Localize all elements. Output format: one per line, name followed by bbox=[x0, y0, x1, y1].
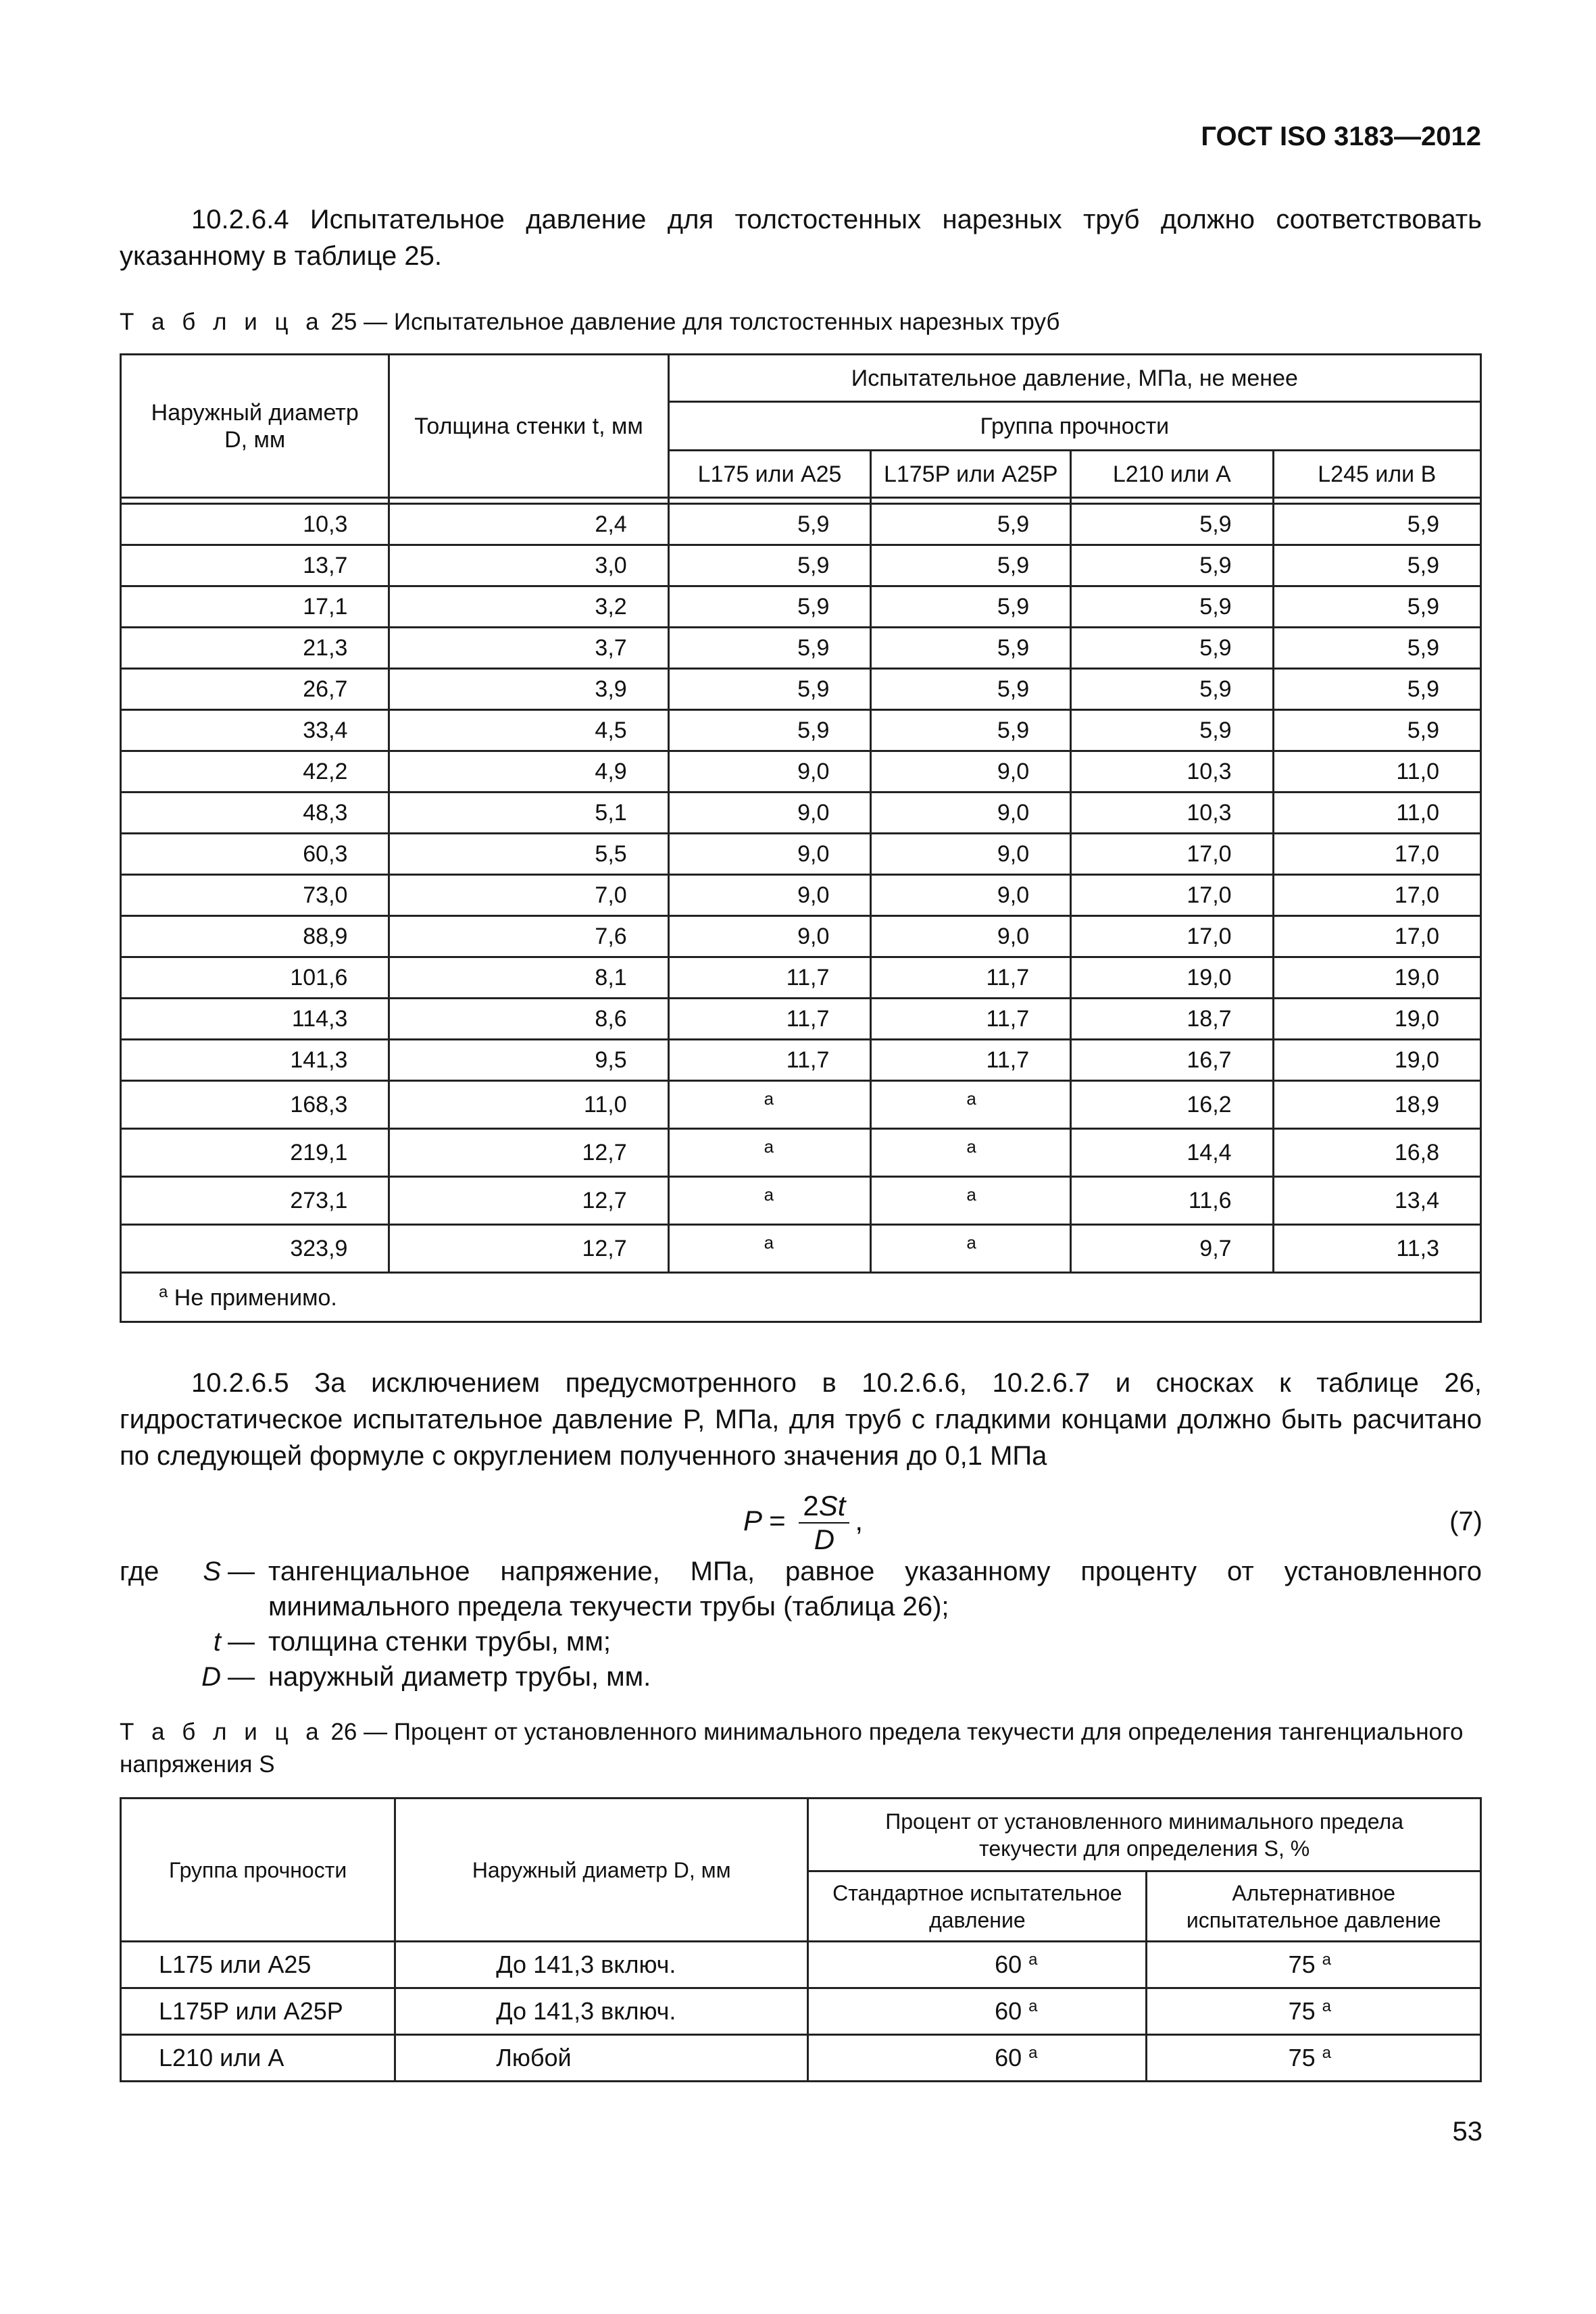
footnote-text: Не применимо. bbox=[168, 1285, 337, 1311]
table-cell: 9,0 bbox=[871, 751, 1071, 793]
document-header: ГОСТ ISO 3183—2012 bbox=[1201, 122, 1481, 151]
cell-value: Любой bbox=[496, 2044, 572, 2071]
table-cell: 12,7 bbox=[389, 1225, 668, 1273]
table-cell: 17,0 bbox=[1273, 875, 1480, 916]
table-cell: 5,1 bbox=[389, 793, 668, 834]
table-cell: a bbox=[871, 1225, 1071, 1273]
table-cell: 16,7 bbox=[1071, 1040, 1273, 1081]
table-cell: 12,7 bbox=[389, 1129, 668, 1177]
table-row bbox=[121, 1177, 1481, 1225]
table-row bbox=[121, 916, 1481, 957]
definition-lead: где bbox=[120, 1557, 159, 1586]
table-cell: 11,3 bbox=[1273, 1225, 1480, 1273]
definition-row bbox=[120, 1624, 1482, 1659]
caption-label: Т а б л и ц а bbox=[120, 309, 324, 335]
table-cell: 3,9 bbox=[389, 669, 668, 710]
table-cell: 21,3 bbox=[121, 628, 389, 669]
table-row bbox=[121, 545, 1481, 586]
footnote-mark: a bbox=[1322, 1951, 1331, 1969]
cell-value: 60 bbox=[995, 2044, 1022, 2071]
table-cell: 10,3 bbox=[121, 504, 389, 545]
table-cell: 33,4 bbox=[121, 710, 389, 751]
table-cell: 19,0 bbox=[1071, 957, 1273, 999]
table-cell: 5,9 bbox=[871, 545, 1071, 586]
formula-comma: , bbox=[855, 1505, 864, 1537]
table-cell: 5,9 bbox=[668, 586, 871, 628]
table-cell: 9,0 bbox=[668, 793, 871, 834]
table-cell: 9,0 bbox=[871, 834, 1071, 875]
definition-dash: — bbox=[228, 1557, 255, 1586]
table-cell: 26,7 bbox=[121, 669, 389, 710]
cell-value: 75 bbox=[1288, 1951, 1316, 1978]
definition-text: наружный диаметр трубы, мм. bbox=[268, 1662, 651, 1692]
table-row bbox=[121, 628, 1481, 669]
definition-text: толщина стенки трубы, мм; bbox=[268, 1627, 612, 1657]
table-cell: a bbox=[871, 1081, 1071, 1129]
header-group-1: L175 или A25 bbox=[668, 451, 871, 498]
table-row bbox=[121, 1225, 1481, 1273]
table-cell bbox=[121, 1988, 395, 2035]
table-cell: a bbox=[668, 1225, 871, 1273]
table-25 bbox=[120, 353, 1482, 1323]
table-row bbox=[121, 1942, 1481, 1988]
table-cell: 19,0 bbox=[1273, 1040, 1480, 1081]
table-25-footnote bbox=[121, 1273, 1481, 1322]
table-cell bbox=[808, 2035, 1147, 2082]
header-outer-diameter: Наружный диаметр D, мм bbox=[121, 355, 389, 498]
table-cell: 9,5 bbox=[389, 1040, 668, 1081]
table-cell: 11,7 bbox=[871, 1040, 1071, 1081]
table-cell: 5,9 bbox=[1273, 669, 1480, 710]
table-cell: 5,9 bbox=[1071, 669, 1273, 710]
table-cell: 11,0 bbox=[1273, 793, 1480, 834]
definition-row bbox=[120, 1659, 1482, 1694]
table-cell: 11,0 bbox=[1273, 751, 1480, 793]
table-cell: 17,1 bbox=[121, 586, 389, 628]
table-26-caption bbox=[120, 1716, 1482, 1781]
table-cell: 4,5 bbox=[389, 710, 668, 751]
table-cell: 17,0 bbox=[1071, 916, 1273, 957]
table-cell: 3,2 bbox=[389, 586, 668, 628]
cell-value: 60 bbox=[995, 1997, 1022, 2025]
table-cell: 4,9 bbox=[389, 751, 668, 793]
header-strength-group: Группа прочности bbox=[121, 1799, 395, 1942]
table-cell: 5,9 bbox=[1071, 504, 1273, 545]
header-wall-thickness: Толщина стенки t, мм bbox=[389, 355, 668, 498]
table-cell: 11,7 bbox=[668, 957, 871, 999]
table-cell: 11,0 bbox=[389, 1081, 668, 1129]
table-cell: 168,3 bbox=[121, 1081, 389, 1129]
table-cell: 5,9 bbox=[668, 710, 871, 751]
table-cell: 48,3 bbox=[121, 793, 389, 834]
header-group-2: L175P или A25P bbox=[871, 451, 1071, 498]
table-cell: 42,2 bbox=[121, 751, 389, 793]
header-percent-yield: Процент от установленного минимального предела текучести для определения S, % bbox=[808, 1799, 1481, 1871]
header-outer-diameter: Наружный диаметр D, мм bbox=[395, 1799, 808, 1942]
table-cell: 16,8 bbox=[1273, 1129, 1480, 1177]
formula-7 bbox=[743, 1490, 863, 1556]
table-cell: 8,1 bbox=[389, 957, 668, 999]
table-row bbox=[121, 669, 1481, 710]
table-cell: 16,2 bbox=[1071, 1081, 1273, 1129]
table-cell: 7,0 bbox=[389, 875, 668, 916]
table-row bbox=[121, 710, 1481, 751]
table-25-body bbox=[121, 498, 1481, 1273]
table-row bbox=[121, 1040, 1481, 1081]
table-row bbox=[121, 751, 1481, 793]
footnote-mark: a bbox=[1028, 1997, 1038, 2015]
cell-value: До 141,3 включ. bbox=[496, 1997, 676, 2025]
header-group-3: L210 или A bbox=[1071, 451, 1273, 498]
table-cell bbox=[395, 2035, 808, 2082]
table-cell: 5,9 bbox=[871, 504, 1071, 545]
table-row bbox=[121, 875, 1481, 916]
table-cell: 5,9 bbox=[1273, 710, 1480, 751]
table-row bbox=[121, 2035, 1481, 2082]
table-cell: 9,0 bbox=[668, 834, 871, 875]
table-cell: 19,0 bbox=[1273, 999, 1480, 1040]
table-cell: 5,9 bbox=[1071, 545, 1273, 586]
table-cell: 2,4 bbox=[389, 504, 668, 545]
table-cell: 141,3 bbox=[121, 1040, 389, 1081]
table-cell: 3,0 bbox=[389, 545, 668, 586]
table-cell: 5,9 bbox=[1273, 628, 1480, 669]
table-cell: 12,7 bbox=[389, 1177, 668, 1225]
table-cell: 5,9 bbox=[1071, 710, 1273, 751]
table-26-body bbox=[121, 1942, 1481, 2082]
definition-row bbox=[120, 1554, 1482, 1624]
table-gap-row bbox=[121, 498, 1481, 504]
table-cell: 5,9 bbox=[668, 628, 871, 669]
table-cell: 323,9 bbox=[121, 1225, 389, 1273]
table-cell: a bbox=[668, 1177, 871, 1225]
table-row bbox=[121, 957, 1481, 999]
table-26 bbox=[120, 1797, 1482, 2082]
table-cell: 73,0 bbox=[121, 875, 389, 916]
formula-num-vars: St bbox=[818, 1490, 846, 1521]
table-row bbox=[121, 504, 1481, 545]
table-cell bbox=[121, 2035, 395, 2082]
cell-value: 60 bbox=[995, 1951, 1022, 1978]
footnote-mark: a bbox=[159, 1283, 168, 1301]
table-cell: 5,9 bbox=[871, 628, 1071, 669]
table-cell: 5,9 bbox=[668, 504, 871, 545]
footnote-mark: a bbox=[1028, 2044, 1038, 2062]
table-cell bbox=[395, 1942, 808, 1988]
table-cell: 11,7 bbox=[668, 999, 871, 1040]
table-cell: 14,4 bbox=[1071, 1129, 1273, 1177]
table-cell: 5,9 bbox=[1273, 545, 1480, 586]
table-cell bbox=[808, 1988, 1147, 2035]
paragraph-10-2-6-5: 10.2.6.5 За исключением предусмотренного в 10.2.6.6, 10.2.6.7 и сносках к таблице 26, гидростатическое испытательное давление P, МПа, для труб с гладкими концами должно быть расчитано по следующей формуле с округлением полученного значения до 0,1 МПа bbox=[120, 1368, 1482, 1471]
table-row bbox=[121, 1081, 1481, 1129]
table-row bbox=[121, 793, 1481, 834]
definition-dash: — bbox=[228, 1662, 255, 1692]
table-25-footnote-row bbox=[121, 1273, 1481, 1322]
table-cell: a bbox=[871, 1177, 1071, 1225]
formula-numerator bbox=[799, 1490, 849, 1524]
table-cell: 9,0 bbox=[871, 875, 1071, 916]
table-cell: 9,0 bbox=[668, 916, 871, 957]
caption-text: 25 — Испытательное давление для толстостенных нарезных труб bbox=[324, 309, 1060, 335]
paragraph-10-2-6-4: 10.2.6.4 Испытательное давление для толстостенных нарезных труб должно соответствовать указанному в таблице 25. bbox=[120, 205, 1482, 271]
table-cell: 5,9 bbox=[1071, 628, 1273, 669]
table-cell: a bbox=[871, 1129, 1071, 1177]
footnote-mark: a bbox=[1322, 1997, 1331, 2015]
footnote-mark: a bbox=[1028, 1951, 1038, 1969]
table-cell bbox=[395, 1988, 808, 2035]
table-cell: 219,1 bbox=[121, 1129, 389, 1177]
header-group-4: L245 или B bbox=[1273, 451, 1480, 498]
table-cell: 5,9 bbox=[871, 710, 1071, 751]
table-cell: 11,6 bbox=[1071, 1177, 1273, 1225]
definition-lead bbox=[120, 1659, 180, 1694]
table-cell: 10,3 bbox=[1071, 751, 1273, 793]
table-cell: 19,0 bbox=[1273, 957, 1480, 999]
header-strength-group: Группа прочности bbox=[668, 402, 1480, 451]
formula-equals: = bbox=[769, 1505, 786, 1537]
table-cell bbox=[1147, 1942, 1481, 1988]
table-cell: 11,7 bbox=[871, 999, 1071, 1040]
formula-num-coef: 2 bbox=[803, 1490, 819, 1521]
table-row bbox=[121, 834, 1481, 875]
table-cell bbox=[121, 1942, 395, 1988]
header-standard-pressure: Стандартное испытательное давление bbox=[808, 1871, 1147, 1942]
header-test-pressure: Испытательное давление, МПа, не менее bbox=[668, 355, 1480, 402]
caption-text: 26 — Процент от установленного минимального предела текучести для определения тангенциального напряжения S bbox=[120, 1719, 1464, 1778]
table-cell: 11,7 bbox=[871, 957, 1071, 999]
page-number: 53 bbox=[1452, 2117, 1482, 2146]
caption-label: Т а б л и ц а bbox=[120, 1719, 324, 1745]
table-cell: 9,0 bbox=[668, 875, 871, 916]
table-cell: a bbox=[668, 1081, 871, 1129]
table-cell: 18,9 bbox=[1273, 1081, 1480, 1129]
table-cell: 18,7 bbox=[1071, 999, 1273, 1040]
cell-value: 75 bbox=[1288, 2044, 1316, 2071]
table-cell: 273,1 bbox=[121, 1177, 389, 1225]
table-cell: 114,3 bbox=[121, 999, 389, 1040]
formula-denominator: D bbox=[814, 1524, 835, 1555]
table-cell: 8,6 bbox=[389, 999, 668, 1040]
table-cell bbox=[1147, 2035, 1481, 2082]
definition-symbol: S bbox=[203, 1557, 221, 1586]
table-cell: 7,6 bbox=[389, 916, 668, 957]
table-cell: 17,0 bbox=[1071, 834, 1273, 875]
cell-value: 75 bbox=[1288, 1997, 1316, 2025]
table-cell bbox=[808, 1942, 1147, 1988]
table-row bbox=[121, 1129, 1481, 1177]
formula-lhs: P bbox=[743, 1505, 762, 1537]
table-cell: 17,0 bbox=[1273, 834, 1480, 875]
table-cell: 13,7 bbox=[121, 545, 389, 586]
table-cell: 101,6 bbox=[121, 957, 389, 999]
definition-symbol: t bbox=[213, 1627, 221, 1657]
table-cell: 5,9 bbox=[1273, 504, 1480, 545]
table-cell: 17,0 bbox=[1071, 875, 1273, 916]
cell-value: L210 или A bbox=[159, 2044, 284, 2071]
cell-value: До 141,3 включ. bbox=[496, 1951, 676, 1978]
table-cell: 3,7 bbox=[389, 628, 668, 669]
definition-dash: — bbox=[228, 1627, 255, 1657]
table-cell bbox=[1147, 1988, 1481, 2035]
table-25-caption bbox=[120, 305, 1482, 339]
definition-lead bbox=[120, 1624, 180, 1659]
table-cell: 10,3 bbox=[1071, 793, 1273, 834]
cell-value: L175 или A25 bbox=[159, 1951, 311, 1978]
table-cell: 9,0 bbox=[871, 793, 1071, 834]
table-cell: 5,9 bbox=[871, 586, 1071, 628]
definition-text: тангенциальное напряжение, МПа, равное указанному проценту от установленного минимального предела текучести трубы (таблица 26); bbox=[268, 1557, 1482, 1621]
table-cell: 17,0 bbox=[1273, 916, 1480, 957]
equation-number: (7) bbox=[1449, 1507, 1482, 1536]
header-alternative-pressure: Альтернативное испытательное давление bbox=[1147, 1871, 1481, 1942]
table-cell: 88,9 bbox=[121, 916, 389, 957]
table-row bbox=[121, 999, 1481, 1040]
table-cell: 5,9 bbox=[1071, 586, 1273, 628]
table-cell: 5,9 bbox=[668, 545, 871, 586]
table-cell: 9,0 bbox=[668, 751, 871, 793]
table-cell: 5,9 bbox=[871, 669, 1071, 710]
table-row bbox=[121, 1988, 1481, 2035]
table-row bbox=[121, 586, 1481, 628]
formula-fraction bbox=[799, 1490, 849, 1556]
table-cell: 60,3 bbox=[121, 834, 389, 875]
table-cell: 13,4 bbox=[1273, 1177, 1480, 1225]
table-cell: 5,5 bbox=[389, 834, 668, 875]
table-cell: 9,7 bbox=[1071, 1225, 1273, 1273]
table-cell: 5,9 bbox=[1273, 586, 1480, 628]
table-cell: 9,0 bbox=[871, 916, 1071, 957]
footnote-mark: a bbox=[1322, 2044, 1331, 2062]
symbol-definitions bbox=[120, 1554, 1482, 1694]
table-cell: 5,9 bbox=[668, 669, 871, 710]
table-cell: 11,7 bbox=[668, 1040, 871, 1081]
cell-value: L175P или A25P bbox=[159, 1997, 343, 2025]
definition-symbol: D bbox=[201, 1662, 221, 1692]
table-cell: a bbox=[668, 1129, 871, 1177]
